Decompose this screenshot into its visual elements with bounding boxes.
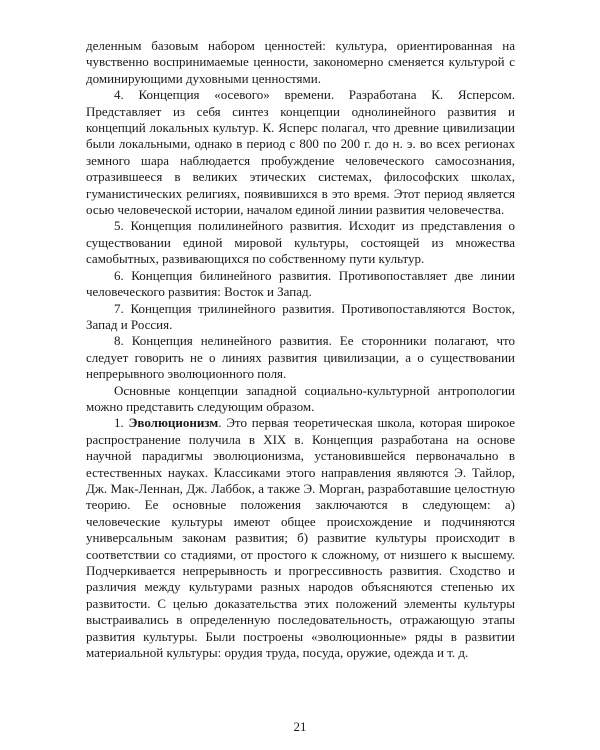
evolutionism-text: . Это первая теоретическая школа, которая широкое распространение получила в XIX в. Концепция разработана на основе научной парадигмы эволюционизма, установившейся первоначально в естественных науках. Классиками этого направления являются Э. Тайлор, Дж. Мак-Леннан, Дж. Лаббок, а также Э. Морган, разработавшие целостную теорию. Ее основные положения заключаются в следующем: а) человеческие культуры имеют общее происхождение и подчиняются универсальным законам развития; б) развитие культуры происходит в соответствии со стадиями, от простого к сложному, от низшего к высшему. Подчеркивается непрерывность и прогрессивность развития. Сходство и различия между культурами разных народов объясняются степенью их развитости. С целью доказательства этих положений элементы культуры выстраивались в определенную последовательность, отражающую этапы развития культуры. Были построены «эволюционные» ряды в развитии материальной культуры: орудия труда, посуда, оружие, одежда и т. д.: [86, 415, 516, 661]
page-text-body: [86, 38, 515, 718]
paragraph-polylinear-concept: 5. Концепция полилинейного развития. Исходит из представления о существовании единой мировой культуры, состоящей из множества самобытных, развивающихся по собственному пути культур.: [86, 218, 515, 267]
paragraph-continuation: деленным базовым набором ценностей: культура, ориентированная на чувственно воспринимаемые ценности, закономерно сменяется культурой с доминирующими духовными ценностями.: [86, 38, 515, 86]
paragraph-axial-age-concept: 4. Концепция «осевого» времени. Разработана К. Ясперсом. Представляет из себя синтез концепции однолинейного развития и концепций локальных культур. К. Ясперс полагал, что древние цивилизации были локальными, однако в период с 800 по 200 г. до н. э. во всех регионах земного шара наблюдается пробуждение человеческого самосознания, отразившееся в великих этических системах, философских школах, гуманистических религиях, появившихся в это время. Этот период является осью человеческой истории, началом единой линии развития человечества.: [86, 87, 515, 218]
paragraph-trilinear-concept: 7. Концепция трилинейного развития. Противопоставляются Восток, Запад и Россия.: [86, 300, 515, 332]
evolutionism-term: Эволюционизм: [128, 415, 219, 431]
paragraph-nonlinear-concept: 8. Концепция нелинейного развития. Ее сторонники полагают, что следует говорить не о линиях развития цивилизации, а о существовании непрерывного эволюционного поля.: [86, 333, 515, 382]
paragraph-evolutionism: [86, 415, 515, 661]
paragraph-intro: Основные концепции западной социально-культурной антропологии можно представить следующим образом.: [86, 382, 515, 414]
page-number: 21: [293, 719, 307, 734]
evolutionism-number: 1.: [114, 415, 129, 431]
paragraph-bilinear-concept: 6. Концепция билинейного развития. Противопоставляет две линии человеческого развития: Восток и Запад.: [86, 267, 515, 300]
